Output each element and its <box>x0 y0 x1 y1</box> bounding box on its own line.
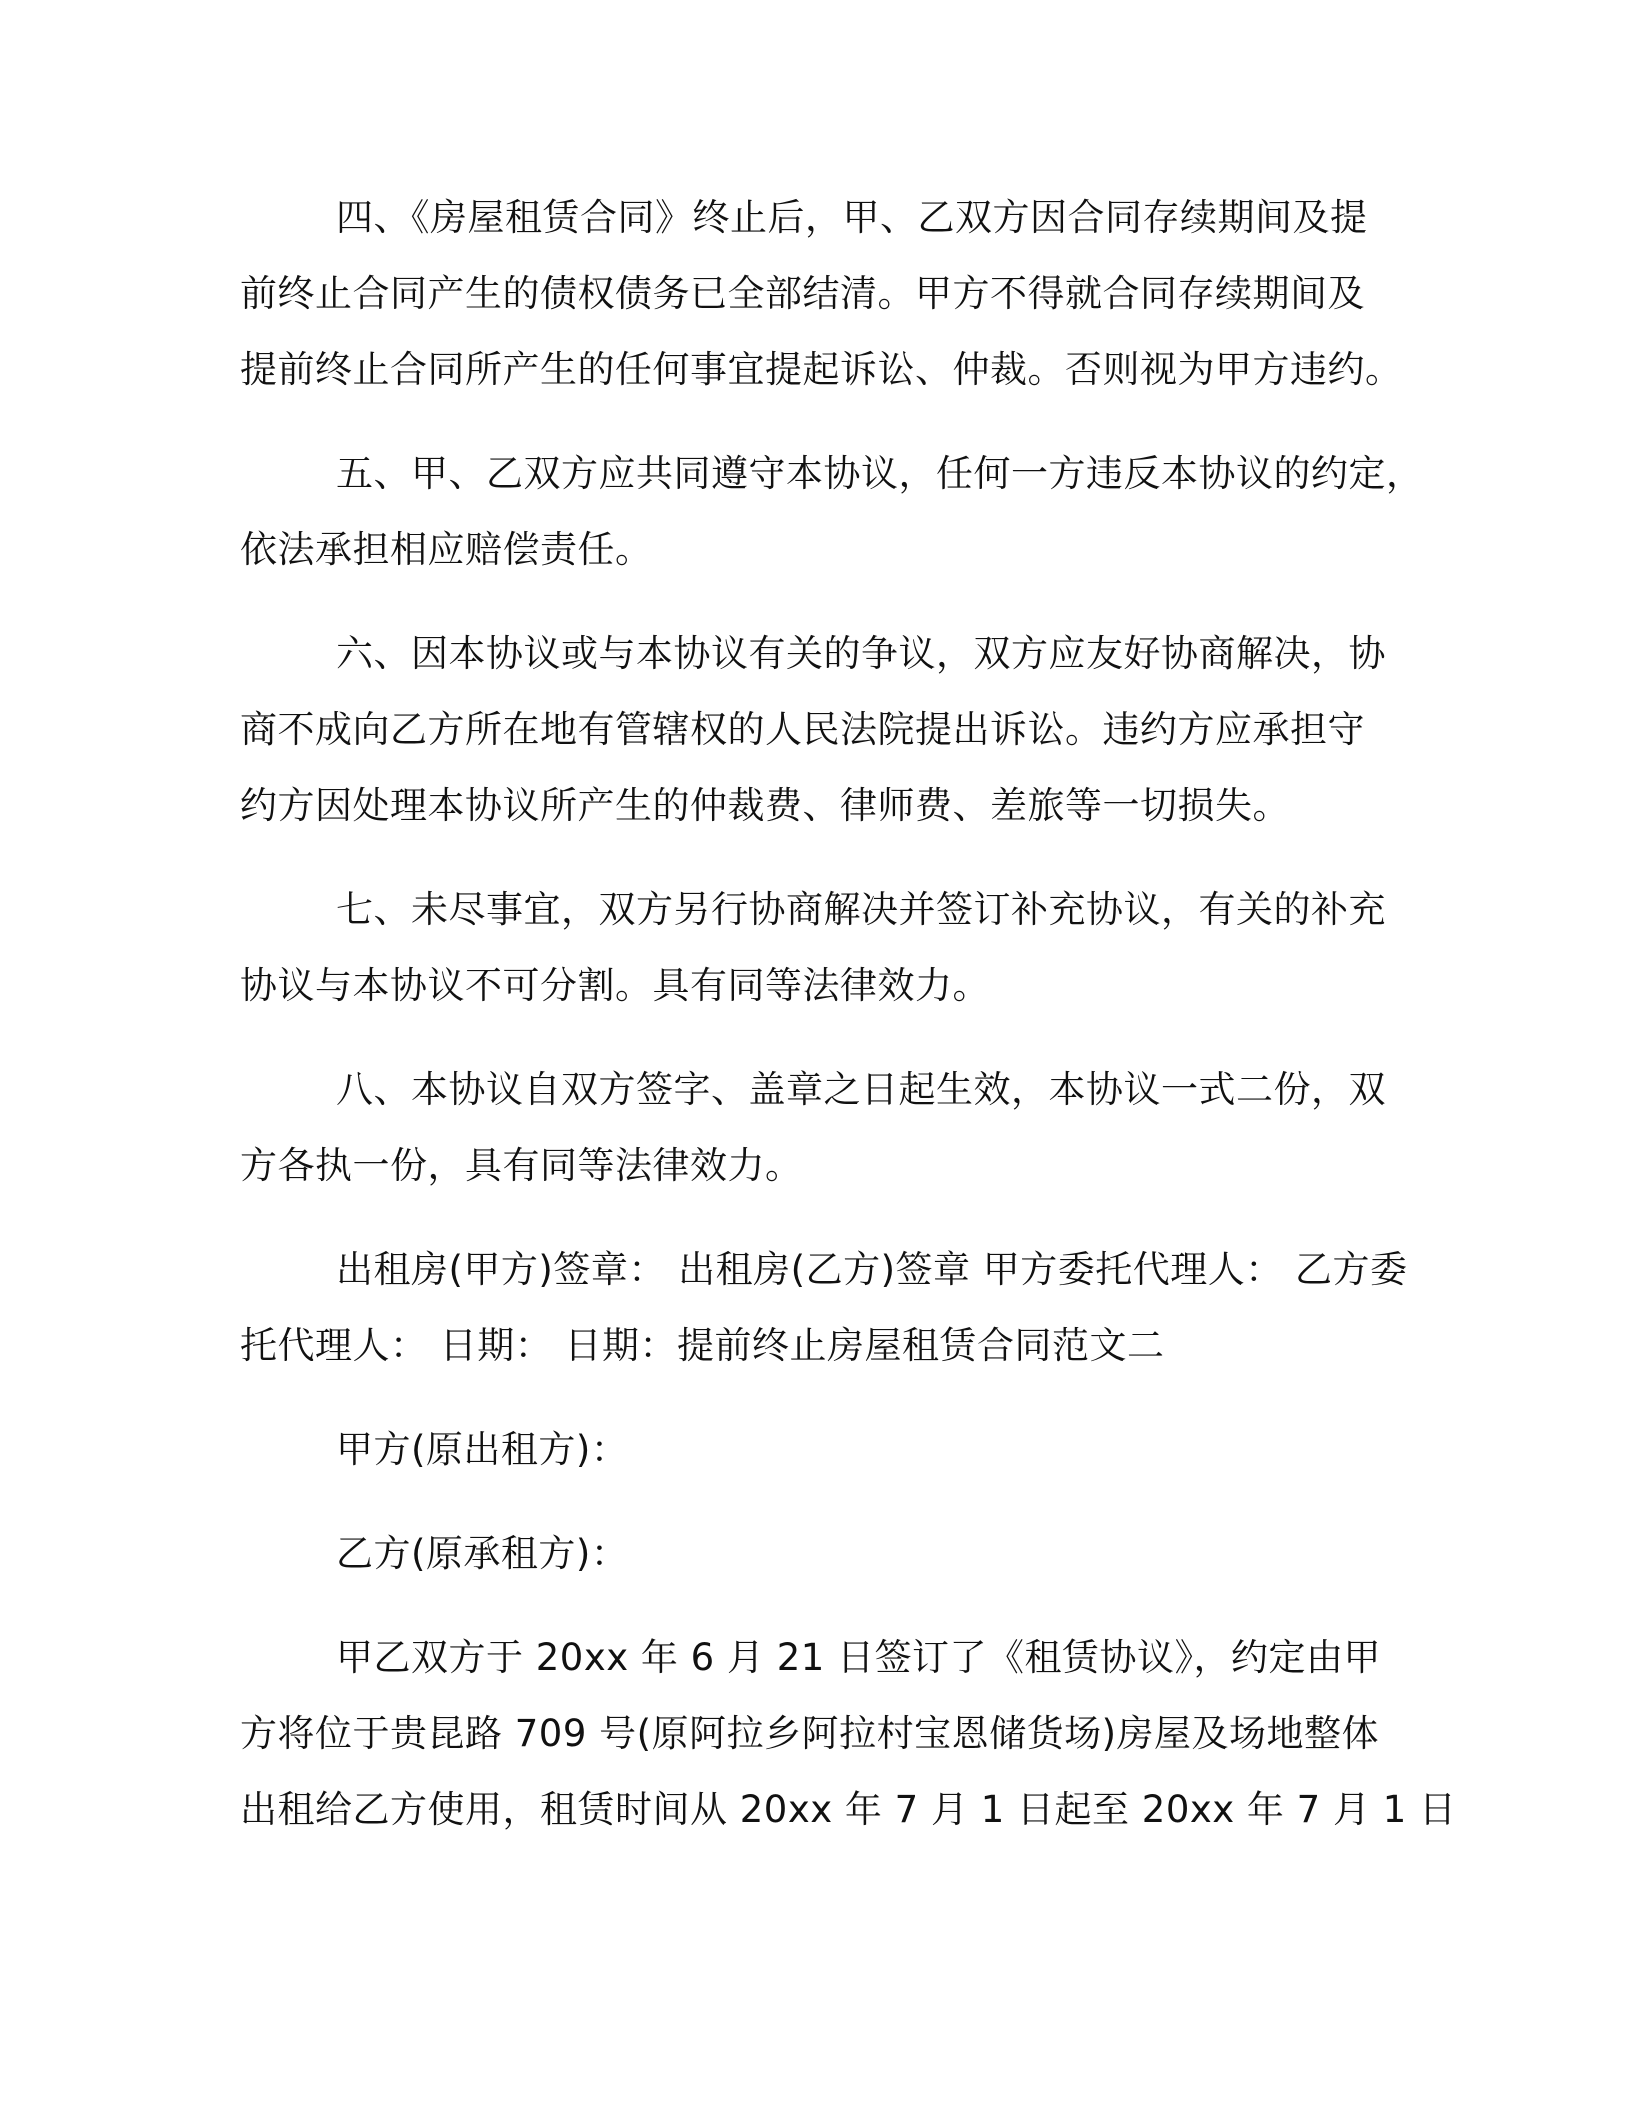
clause-4-line-2: 前终止合同产生的债权债务已全部结清。甲方不得就合同存续期间及 <box>240 272 1365 315</box>
clause-6-line-3: 约方因处理本协议所产生的仲裁费、律师费、差旅等一切损失。 <box>240 784 1290 827</box>
clause-5-line-1: 五、甲、乙双方应共同遵守本协议，任何一方违反本协议的约定， <box>336 452 1424 495</box>
clause-6-line-2: 商不成向乙方所在地有管辖权的人民法院提出诉讼。违约方应承担守 <box>240 708 1365 751</box>
clause-6-line-1: 六、因本协议或与本协议有关的争议，双方应友好协商解决，协 <box>336 632 1386 675</box>
clause-5-line-2: 依法承担相应赔偿责任。 <box>240 528 653 571</box>
signature-block-line-2: 托代理人： 日期： 日期：提前终止房屋租赁合同范文二 <box>240 1324 1165 1367</box>
clause-4-line-1: 四、《房屋租赁合同》终止后，甲、乙双方因合同存续期间及提 <box>336 196 1368 239</box>
party-a-label: 甲方(原出租方)： <box>336 1428 629 1471</box>
clause-8-line-1: 八、本协议自双方签字、盖章之日起生效，本协议一式二份，双 <box>336 1068 1386 1111</box>
clause-7-line-1: 七、未尽事宜，双方另行协商解决并签订补充协议，有关的补充 <box>336 888 1386 931</box>
party-b-label: 乙方(原承租方)： <box>336 1532 629 1575</box>
body-paragraph-line-1: 甲乙双方于 20xx 年 6 月 21 日签订了《租赁协议》，约定由甲 <box>336 1636 1382 1679</box>
signature-block-line-1: 出租房(甲方)签章： 出租房(乙方)签章 甲方委托代理人： 乙方委 <box>336 1248 1408 1291</box>
body-paragraph-line-2: 方将位于贵昆路 709 号(原阿拉乡阿拉村宝恩储货场)房屋及场地整体 <box>240 1712 1380 1755</box>
clause-7-line-2: 协议与本协议不可分割。具有同等法律效力。 <box>240 964 990 1007</box>
body-paragraph-line-3: 出租给乙方使用，租赁时间从 20xx 年 7 月 1 日起至 20xx 年 7 月 1 日 <box>240 1788 1457 1831</box>
clause-8-line-2: 方各执一份，具有同等法律效力。 <box>240 1144 803 1187</box>
clause-4-line-3: 提前终止合同所产生的任何事宜提起诉讼、仲裁。否则视为甲方违约。 <box>240 348 1403 391</box>
